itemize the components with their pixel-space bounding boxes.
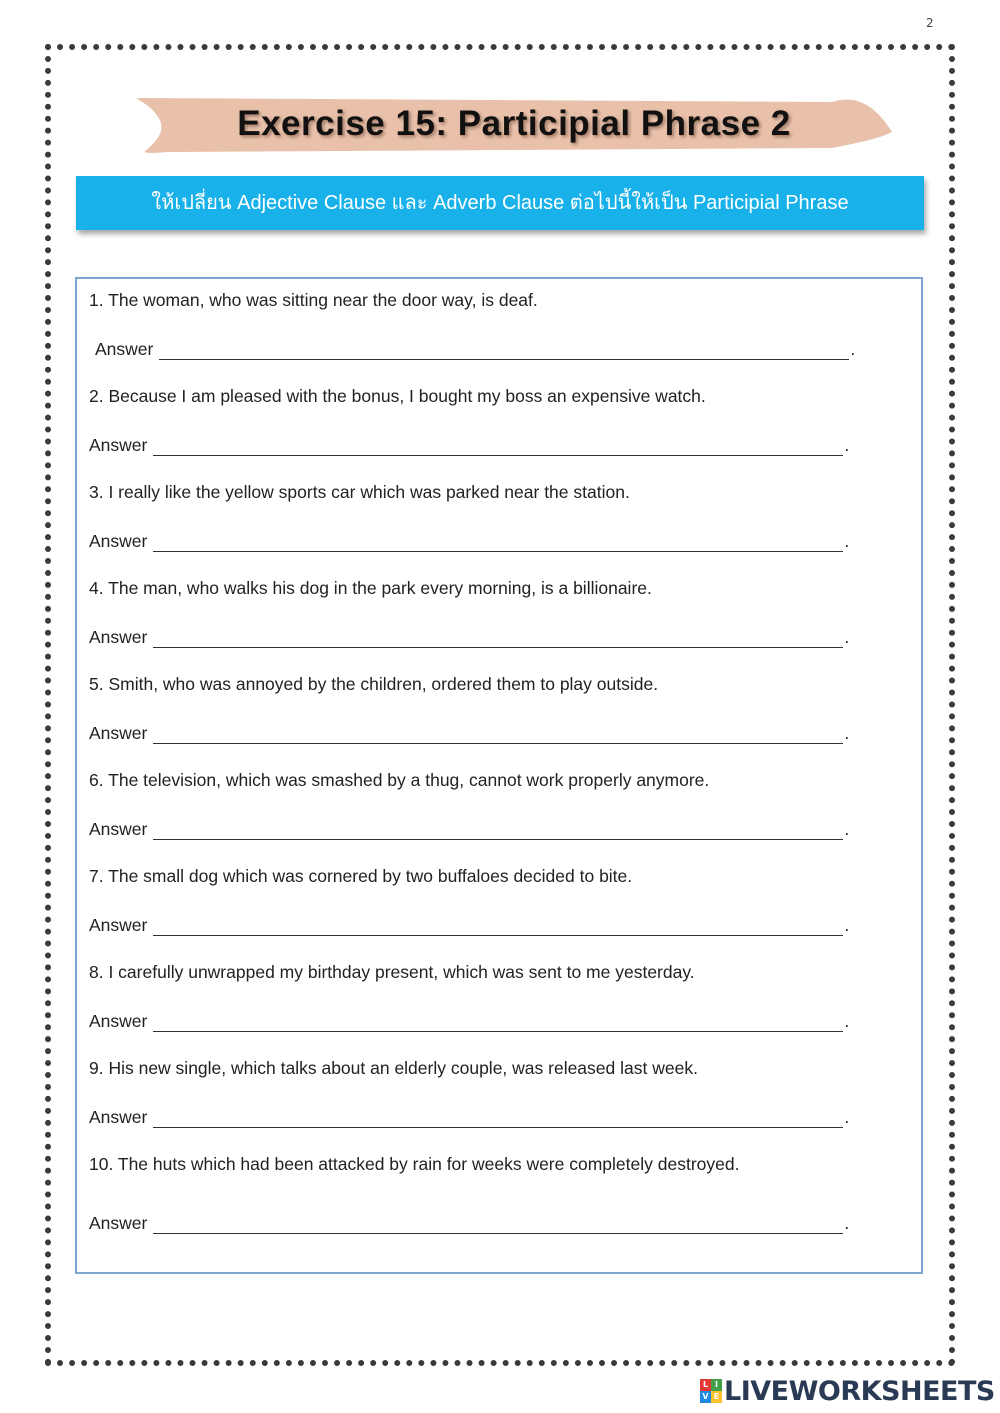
- answer-blank-6[interactable]: [153, 823, 843, 840]
- question-10: 10. The huts which had been attacked by rain for weeks were completely destroyed.: [89, 1154, 740, 1174]
- answer-row-3: [89, 531, 849, 552]
- answer-row-2: [89, 435, 849, 456]
- exercise-box: [75, 277, 923, 1274]
- question-6: 6. The television, which was smashed by a thug, cannot work properly anymore.: [89, 770, 710, 790]
- title-banner: [132, 92, 896, 156]
- instruction-bar: [76, 176, 924, 230]
- answer-blank-8[interactable]: [153, 1015, 843, 1032]
- answer-blank-1[interactable]: [159, 343, 849, 360]
- answer-end: .: [844, 1011, 850, 1031]
- question-4: 4. The man, who walks his dog in the park every morning, is a billionaire.: [89, 578, 652, 598]
- answer-blank-5[interactable]: [153, 727, 843, 744]
- answer-blank-3[interactable]: [153, 535, 843, 552]
- answer-row-8: [89, 1011, 849, 1032]
- answer-label: Answer: [89, 915, 148, 935]
- instruction-text: ให้เปลี่ยน Adjective Clause และ Adverb Clause ต่อไปนี้ให้เป็น Participial Phrase: [151, 192, 849, 214]
- answer-row-1: [95, 339, 855, 360]
- question-1: 1. The woman, who was sitting near the door way, is deaf.: [89, 290, 538, 310]
- answer-blank-7[interactable]: [153, 919, 843, 936]
- answer-end: .: [844, 627, 850, 647]
- answer-end: .: [844, 1107, 850, 1127]
- page-title: Exercise 15: Participial Phrase 2: [237, 104, 791, 143]
- answer-end: .: [844, 531, 850, 551]
- question-5: 5. Smith, who was annoyed by the children, ordered them to play outside.: [89, 674, 659, 694]
- answer-label: Answer: [89, 435, 148, 455]
- answer-label: Answer: [95, 339, 154, 359]
- answer-end: .: [844, 819, 850, 839]
- liveworksheets-logo-icon: [700, 1379, 722, 1403]
- answer-row-9: [89, 1107, 849, 1128]
- answer-row-6: [89, 819, 849, 840]
- logo-letter-v: V: [700, 1391, 711, 1403]
- answer-label: Answer: [89, 1107, 148, 1127]
- logo-letter-i: I: [711, 1379, 722, 1391]
- answer-label: Answer: [89, 531, 148, 551]
- page-number: 2: [926, 16, 934, 30]
- question-2: 2. Because I am pleased with the bonus, I bought my boss an expensive watch.: [89, 386, 706, 406]
- question-7: 7. The small dog which was cornered by two buffaloes decided to bite.: [89, 866, 633, 886]
- answer-label: Answer: [89, 627, 148, 647]
- answer-blank-10[interactable]: [153, 1217, 843, 1234]
- answer-blank-9[interactable]: [153, 1111, 843, 1128]
- liveworksheets-brand[interactable]: [700, 1376, 995, 1406]
- answer-label: Answer: [89, 723, 148, 743]
- answer-end: .: [844, 723, 850, 743]
- question-3: 3. I really like the yellow sports car which was parked near the station.: [89, 482, 630, 502]
- answer-end: .: [850, 339, 856, 359]
- answer-label: Answer: [89, 1213, 148, 1233]
- logo-letter-e: E: [711, 1391, 722, 1403]
- answer-end: .: [844, 1213, 850, 1233]
- question-9: 9. His new single, which talks about an elderly couple, was released last week.: [89, 1058, 698, 1078]
- question-8: 8. I carefully unwrapped my birthday present, which was sent to me yesterday.: [89, 962, 695, 982]
- answer-end: .: [844, 915, 850, 935]
- answer-row-10: [89, 1213, 849, 1234]
- answer-end: .: [844, 435, 850, 455]
- answer-blank-2[interactable]: [153, 439, 843, 456]
- answer-row-7: [89, 915, 849, 936]
- answer-label: Answer: [89, 1011, 148, 1031]
- answer-label: Answer: [89, 819, 148, 839]
- logo-letter-l: L: [700, 1379, 711, 1391]
- answer-row-4: [89, 627, 849, 648]
- answer-row-5: [89, 723, 849, 744]
- brand-name: LIVEWORKSHEETS: [724, 1375, 995, 1407]
- answer-blank-4[interactable]: [153, 631, 843, 648]
